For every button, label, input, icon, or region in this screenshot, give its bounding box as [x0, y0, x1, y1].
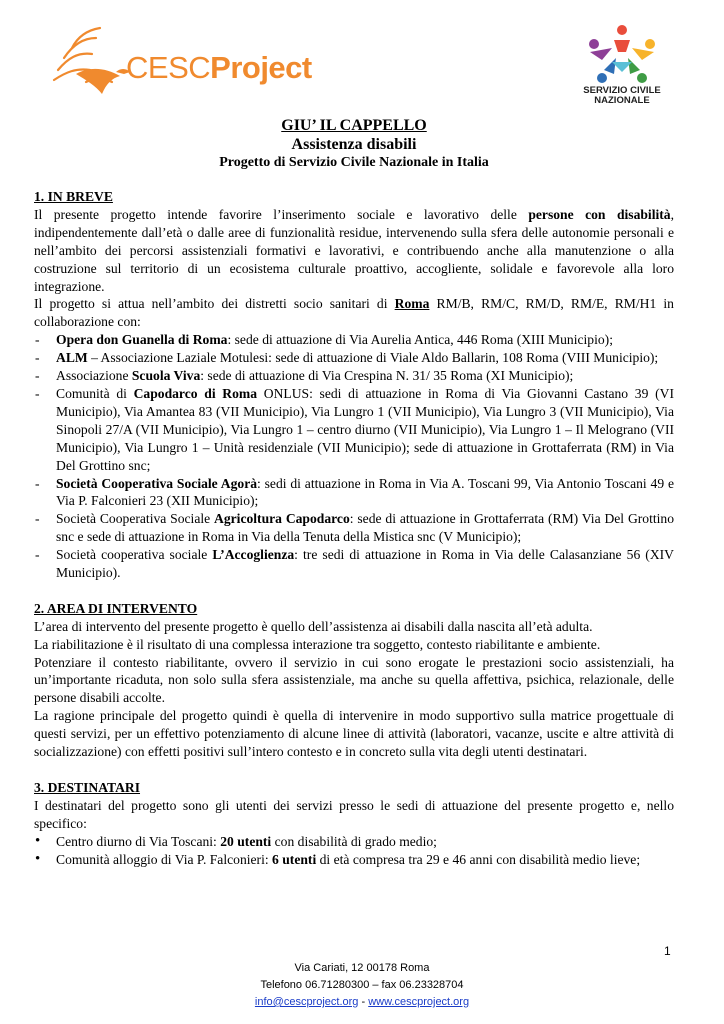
text-run: – Associazione Laziale Motulesi: sede di attuazione di Viale Aldo Ballarin, 108 Roma (VIII Municipio); — [87, 350, 659, 366]
email-link[interactable]: info@cescproject.org — [254, 996, 359, 1008]
list-item — [34, 546, 674, 582]
text-run-bold: Società Cooperativa Sociale Agorà — [56, 475, 258, 491]
text-run-bold: ALM — [56, 350, 88, 366]
text-run-bold: Scuola Viva — [131, 368, 201, 384]
list-item — [34, 349, 674, 367]
text-run: , indipendentemente dall’età o dalle aree di funzionalità residue, intervenendo sulla sfera delle autonomie personali e nell’ambito dei percorsi assistenziali formativi e lavorativi, e contribuendo anche alla manutenzione o alla costruzione sul territorio di un ecosistema culturale proattivo, accogliente, solidale e favorevole alla loro integrazione. — [34, 206, 674, 294]
text-run: Il progetto si attua nell’ambito dei distretti socio sanitari di — [34, 296, 395, 312]
text-run: con disabilità di grado medio; — [271, 833, 437, 849]
text-run-bold: Roma — [394, 296, 430, 312]
brand-cesc: CESC — [126, 50, 211, 85]
text-run: : sede di attuazione di Via Aurelia Antica, 446 Roma (XIII Municipio); — [227, 332, 613, 348]
text-run: di età compresa tra 29 e 46 anni con disabilità medio lieve; — [316, 851, 641, 867]
text-run: Comunità di — [56, 385, 134, 401]
text-run-bold: 6 utenti — [272, 851, 317, 867]
text-run-bold: L’Accoglienza — [212, 547, 295, 563]
text-run: : sedi di attuazione in Roma in Via A. Toscani 99, Via Antonio Toscani 49 e Via P. Falconieri 23 (XII Municipio); — [56, 475, 674, 509]
text-run-bold: Opera don Guanella di Roma — [56, 332, 228, 348]
website-link[interactable]: www.cescproject.org — [368, 996, 470, 1008]
list-item — [34, 331, 674, 349]
text-run: RM/B, RM/C, RM/D, RM/E, RM/H1 in collaborazione con: — [34, 296, 674, 330]
text-run: Società cooperativa sociale — [56, 547, 213, 563]
text-run: ONLUS: sedi di attuazione in Roma di Via Giovanni Castano 39 (VI Municipio), Via Amantea 83 (VII Municipio), Via Lungro 1 (VII Municipio), Via Lungro 3 (VII Municipio), Via Sinopoli 27/A (VII Municipio), Via Lungro 1 – centro diurno (VII Municipio), Via Lungro 1 – Il Melograno (VII Municipio), Via Lungro 1 – Unità residenziale (VII Municipio); sede di attuazione in Grottaferrata (RM) in Via Del Grottino snc; — [56, 385, 674, 473]
brand-project: Project — [210, 50, 312, 85]
paragraph: Potenziare il contesto riabilitante, ovvero il servizio in cui sono erogate le prestazioni socio assistenziali, ha un’importante ricaduta, non solo sulla sfera assistenziale, ma anche su quella affettiva, psichica, relazionale, delle persone disabili accolte. — [34, 654, 674, 706]
list-item — [34, 475, 674, 511]
servizio-civile-logo — [574, 22, 670, 108]
paragraph: I destinatari del progetto sono gli utenti dei servizi presso le sedi di attuazione del presente progetto e, nello specifico: — [34, 797, 674, 831]
list-item — [34, 833, 674, 851]
star-people-icon — [582, 22, 662, 84]
document-body — [34, 188, 674, 868]
section-heading-in-breve: 1. IN BREVE — [34, 189, 113, 204]
footer-address: Via Cariati, 12 00178 Roma — [294, 962, 430, 974]
paragraph-intro — [34, 206, 674, 296]
paragraph: L’area di intervento del presente progetto è quello dell’assistenza ai disabili dalla nascita all’età adulta. — [34, 618, 593, 634]
page-number: 1 — [664, 944, 671, 958]
text-run-bold: persone con disabilità — [528, 206, 671, 222]
footer-phone: Telefono 06.71280300 – fax 06.23328704 — [260, 979, 464, 991]
section-heading-destinatari: 3. DESTINATARI — [34, 779, 141, 795]
text-run-bold: 20 utenti — [220, 833, 272, 849]
section-heading-area-intervento: 2. AREA DI INTERVENTO — [34, 600, 198, 616]
cesc-project-logo — [46, 22, 312, 102]
paragraph: La riabilitazione è il risultato di una complessa interazione tra soggetto, contesto riabilitante e ambiente. — [34, 636, 601, 652]
recipients-list — [34, 833, 674, 869]
list-item — [34, 851, 674, 869]
text-run: : sede di attuazione di Via Crespina N. 31/ 35 Roma (XI Municipio); — [200, 368, 574, 384]
footer-contacts — [0, 994, 724, 1011]
text-run-bold: Capodarco di Roma — [133, 385, 258, 401]
footer-separator: - — [358, 996, 369, 1008]
page-footer — [0, 960, 724, 1011]
list-item — [34, 510, 674, 546]
project-program: Progetto di Servizio Civile Nazionale in Italia — [219, 155, 489, 170]
partner-list — [34, 331, 674, 582]
dove-icon — [46, 22, 136, 102]
text-run: Il presente progetto intende favorire l’inserimento sociale e lavorativo delle — [34, 206, 529, 222]
scn-line-2: NAZIONALE — [594, 95, 650, 106]
text-run: Società Cooperativa Sociale — [56, 511, 215, 527]
project-subtitle: Assistenza disabili — [291, 136, 417, 153]
text-run: Associazione — [56, 368, 132, 384]
document-titles — [34, 116, 674, 172]
text-run: : tre sedi di attuazione in Roma in Via delle Calasanziane 56 (XIV Municipio). — [56, 547, 674, 581]
list-item — [34, 385, 674, 475]
text-run: Comunità alloggio di Via P. Falconieri: — [56, 851, 273, 867]
list-item — [34, 367, 674, 385]
text-run: : sede di attuazione in Grottaferrata (RM) Via Del Grottino snc e sede di attuazione in Roma in Via della Tenuta della Mistica snc (V Municipio); — [56, 511, 675, 545]
paragraph-districts — [34, 295, 674, 331]
scn-line-1: SERVIZIO CIVILE — [583, 85, 661, 96]
project-title: GIU’ IL CAPPELLO — [281, 117, 427, 134]
text-run-bold: Agricoltura Capodarco — [214, 511, 350, 527]
paragraph: La ragione principale del progetto quindi è quella di intervenire in modo supportivo sulla matrice progettuale di questi servizi, per un effettivo potenziamento di alcune linee di attività (laboratori, vacanze, uscite e altre attività di socializzazione) con effetti positivi sull’intero contesto e in concreto sulla vita degli utenti destinatari. — [34, 708, 674, 760]
text-run: Centro diurno di Via Toscani: — [56, 833, 221, 849]
